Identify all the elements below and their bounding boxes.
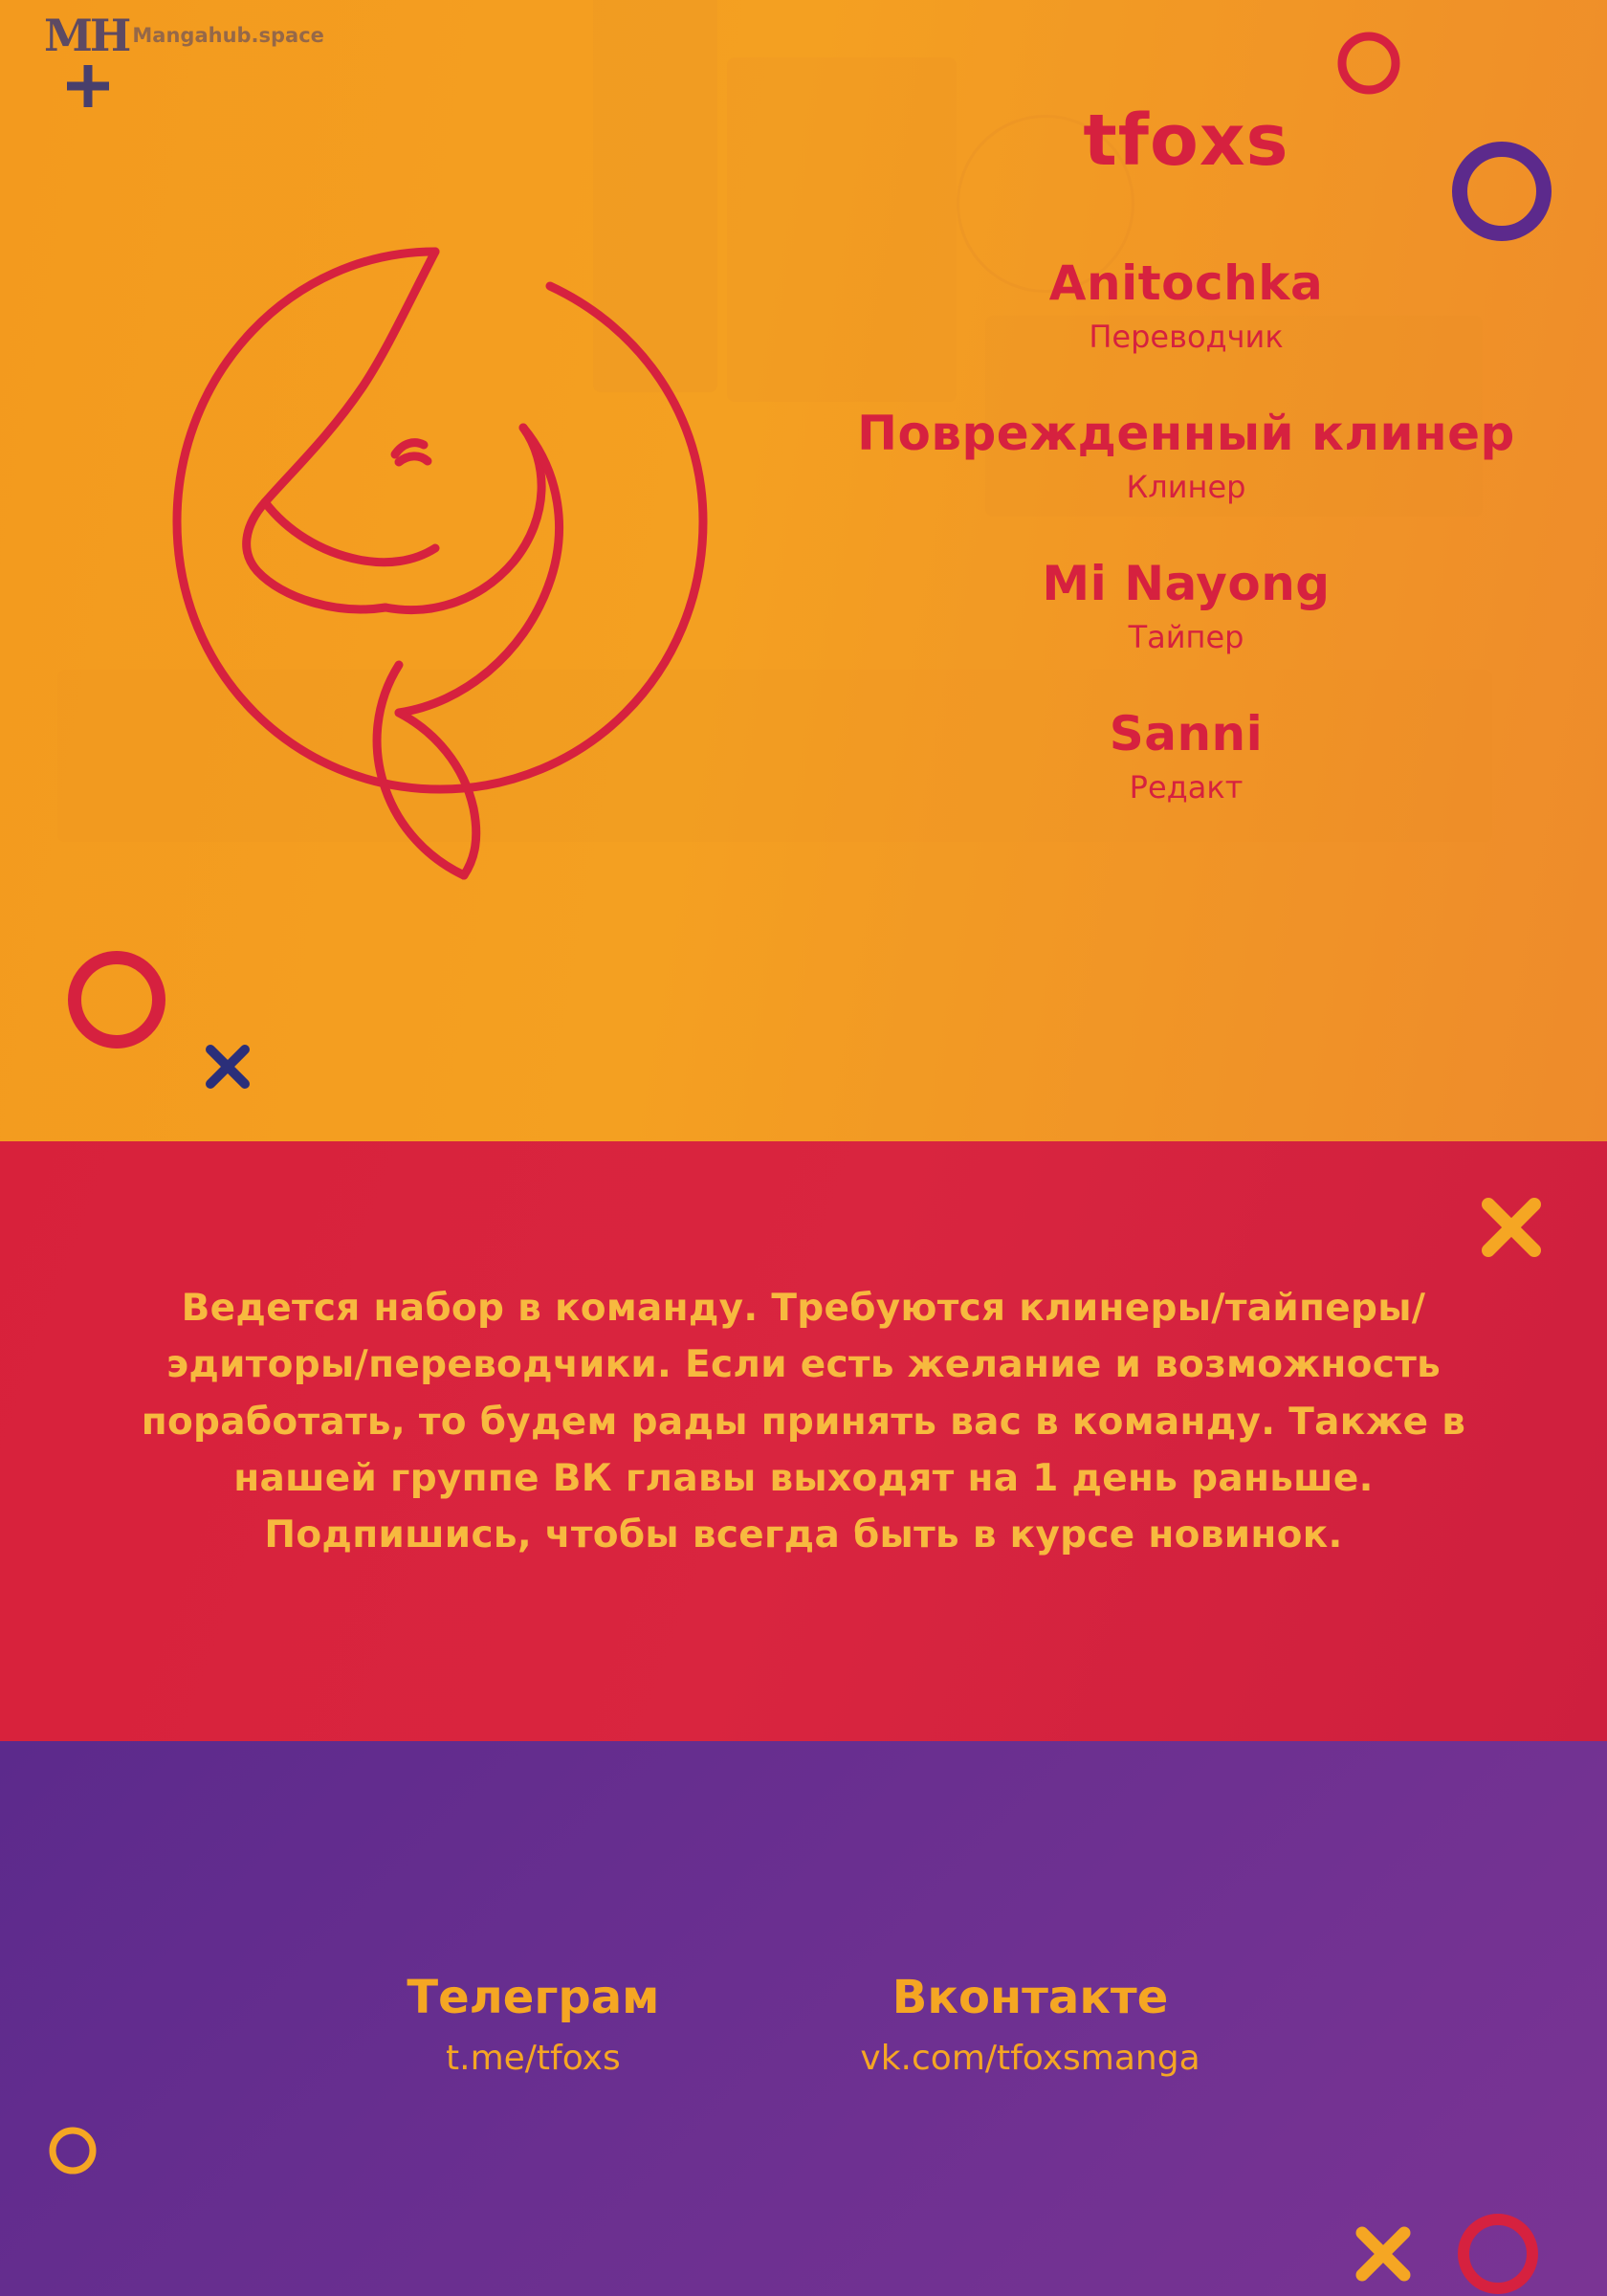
credit-name: Sanni bbox=[1109, 706, 1264, 762]
credit-name: Поврежденный клинер bbox=[857, 406, 1515, 462]
credit-role: Переводчик bbox=[1089, 318, 1284, 355]
plus-icon bbox=[59, 57, 117, 115]
ring-outline-red-icon bbox=[1452, 2208, 1544, 2296]
credit-name: Mi Nayong bbox=[1042, 556, 1331, 612]
cross-mark-orange-icon bbox=[1349, 2219, 1418, 2288]
team-name: tfoxs bbox=[1083, 99, 1289, 182]
credit-name: Anitochka bbox=[1048, 255, 1324, 311]
recruitment-section bbox=[0, 1141, 1607, 1741]
watermark bbox=[44, 10, 324, 61]
watermark-logo-icon: MH bbox=[44, 10, 129, 61]
link-telegram[interactable] bbox=[407, 1971, 659, 2079]
credit-role: Редакт bbox=[1129, 768, 1244, 806]
link-vkontakte[interactable] bbox=[860, 1971, 1200, 2079]
link-url[interactable]: t.me/tfoxs bbox=[446, 2038, 621, 2078]
link-title: Вконтакте bbox=[892, 1971, 1169, 2024]
ring-outline-red-icon bbox=[59, 942, 174, 1057]
cross-mark-orange-icon bbox=[1473, 1189, 1550, 1266]
credits-list bbox=[804, 99, 1569, 857]
watermark-text: Mangahub.space bbox=[132, 24, 324, 47]
cross-mark-navy-icon bbox=[199, 1038, 256, 1095]
link-title: Телеграм bbox=[407, 1971, 660, 2024]
credits-section bbox=[0, 0, 1607, 1141]
credit-entry bbox=[804, 256, 1569, 357]
credit-role: Клинер bbox=[1126, 468, 1246, 505]
ring-outline-orange-icon bbox=[46, 2124, 99, 2177]
links-row bbox=[0, 1971, 1607, 2079]
ring-outline-red-icon bbox=[1334, 29, 1403, 98]
links-section bbox=[0, 1741, 1607, 2296]
fox-head-circle-emblem-icon bbox=[148, 215, 741, 885]
credit-entry bbox=[804, 707, 1569, 807]
link-url[interactable]: vk.com/tfoxsmanga bbox=[860, 2038, 1200, 2078]
credit-entry bbox=[804, 557, 1569, 657]
recruitment-text: Ведется набор в команду. Требуются клинеры/тайперы/эдиторы/переводчики. Если есть желание и возможность поработать, то будем рады принять вас в команду. Также в нашей группе ВК главы выходят на 1 день раньше. Подпишись, чтобы всегда быть в курсе новинок. bbox=[141, 1287, 1466, 1557]
credit-role: Тайпер bbox=[1128, 618, 1244, 655]
credit-entry bbox=[804, 407, 1569, 507]
